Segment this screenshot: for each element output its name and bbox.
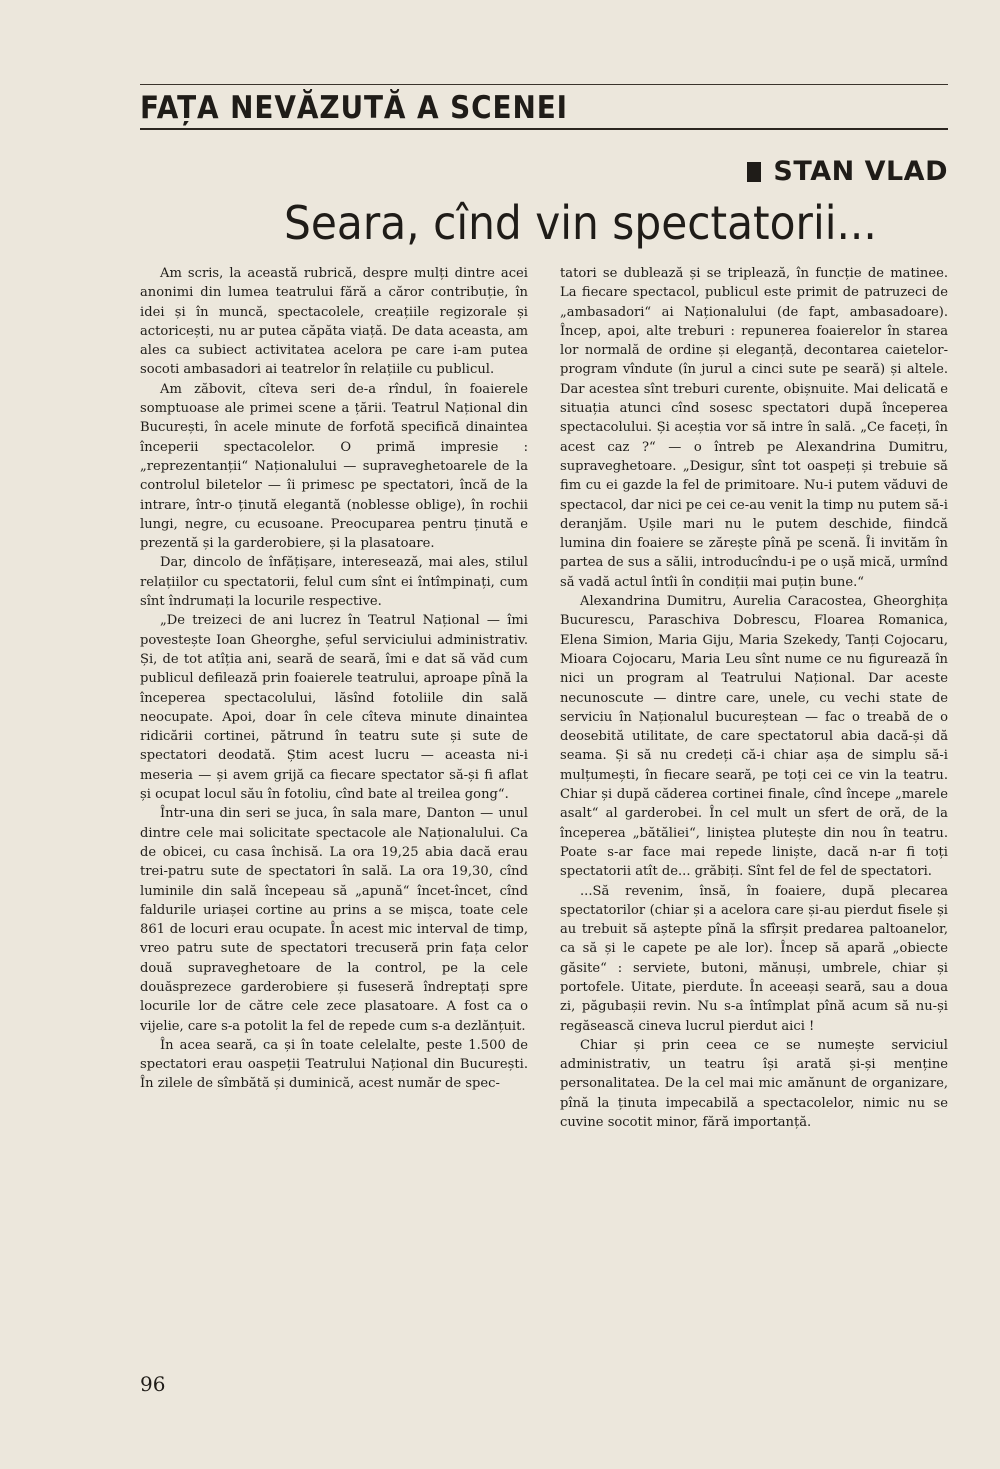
paragraph: Am scris, la această rubrică, despre mulți dintre acei anonimi din lumea teatrului fără a căror contribuție, în idei și în muncă, spectacolele, creațiile regizorale și actoricești, nu ar putea căpăta viață. De data aceasta, am ales ca subiect activitatea acelora pe care i-am putea socoti ambasadori ai teatrelor în relațiile cu publicul. (140, 266, 528, 378)
paragraph: Într-una din seri se juca, în sala mare, Danton — unul dintre cele mai solicitate spectacole ale Naționalului. Ca de obicei, cu casa închisă. La ora 19,25 abia dacă erau trei-patru sute de spectatori în sală. La ora 19,30, cînd luminile din sală începeau să „apună“ încet-încet, cînd faldurile uriașei cortine au prins a se mișca, toate cele 861 de locuri erau ocupate. În acest mic interval de timp, vreo patru sute de spectatori trecuseră prin fața celor două supraveghetoare de la control, pe la cele douăsprezece garderobiere și fuseseră îndreptați spre locurile lor de către cele zece plasatoare. A fost ca o vijelie, care s-a potolit la fel de repede cum s-a dezlănțuit. (140, 806, 528, 1034)
paragraph: tatori se dublează și se triplează, în funcție de matinee. La fiecare spectacol, publicul este primit de patruzeci de „ambasadori“ ai Naționalului (de fapt, ambasadoare). Încep, apoi, alte treburi : repunerea foaierelor în starea lor normală de ordine și eleganță, decontarea caietelor-program vîndute (în jurul a cinci sute pe seară) și altele. Dar acestea sînt treburi curente, obișnuite. Mai delicată e situația atunci cînd sosesc spectatori după începerea spectacolului. Și aceștia vor să intre în sală. „Ce faceți, în acest caz ?“ — o întreb pe Alexandrina Dumitru, supraveghetoare. „Desigur, sînt tot oaspeți și trebuie să fim cu ei gazde la fel de primitoare. Nu-i putem văduvi de spectacol, dar nici pe cei ce-au venit la timp nu putem să-i deranjăm. Ușile mari nu le putem deschide, fiindcă lumina din foaiere se zărește pînă pe scenă. Îi invităm în partea de sus a sălii, introducîndu-i pe o ușă mică, urmînd să vadă actul întîi în condiții mai puțin bune.“ (560, 266, 948, 590)
title-underline (140, 128, 948, 130)
paragraph: Am zăbovit, cîteva seri de-a rîndul, în foaierele somptuoase ale primei scene a țării. Teatrul Național din București, în acele minute de forfotă specifică dinaintea începerii spectacolelor. O primă impresie : „reprezentanții“ Naționalului — supraveghetoarele de la controlul biletelor — îi primesc pe spectatori, încă de la intrare, într-o ținută elegantă (noblesse oblige), în rochii lungi, negre, cu ecusoane. Preocuparea pentru ținută e prezentă și la garderobiere, și la plasatoare. (140, 381, 528, 552)
article-column-right (560, 264, 948, 1132)
author-name: STAN VLAD (773, 156, 948, 187)
paragraph: În acea seară, ca și în toate celelalte, peste 1.500 de spectatori erau oaspeții Teatrului Național din București. În zilele de sîmbătă și duminică, acest număr de spec- (140, 1037, 528, 1092)
page-number: 96 (140, 1372, 166, 1396)
paragraph: Dar, dincolo de înfățișare, interesează, mai ales, stilul relațiilor cu spectatorii, felul cum sînt ei întîmpinați, cum sînt îndrumați la locurile respective. (140, 555, 528, 610)
square-bullet-icon (747, 162, 761, 182)
article-column-left (140, 264, 528, 1094)
top-rule (140, 84, 948, 85)
paragraph: ...Să revenim, însă, în foaiere, după plecarea spectatorilor (chiar și a acelora care și-au pierdut fisele și au trebuit să aștepte pînă la sfîrșit predarea paltoanelor, ca să și le capete pe ale lor). Încep să apară „obiecte găsite“ : serviete, butoni, mănuși, umbrele, chiar și portofele. Uitate, pierdute. În aceeași seară, sau a doua zi, păgubașii revin. Nu s-a întîmplat pînă acum să nu-și regăsească cineva lucrul pierdut aici ! (560, 883, 948, 1034)
article-headline: Seara, cînd vin spectatorii... (284, 196, 877, 250)
paragraph: „De treizeci de ani lucrez în Teatrul Național — îmi povestește Ioan Gheorghe, șeful serviciului administrativ. Și, de tot atîția ani, seară de seară, îmi e dat să văd cum publicul defilează prin foaierele teatrului, aproape pînă la începerea spectacolului, lăsînd fotoliile din sală neocupate. Apoi, doar în cele cîteva minute dinaintea ridicării cortinei, pătrund în teatru sute și sute de spectatori deodată. Știm acest lucru — aceasta ni-i meseria — și avem grijă ca fiecare spectator să-și fi aflat și ocupat locul său în fotoliu, cînd bate al treilea gong“. (140, 613, 528, 803)
paragraph: Chiar și prin ceea ce se numește serviciul administrativ, un teatru își arată și-și menține personalitatea. De la cel mai mic amănunt de organizare, pînă la ținuta impecabilă a spectacolelor, nimic nu se cuvine socotit minor, fără importanță. (560, 1037, 948, 1131)
paragraph: Alexandrina Dumitru, Aurelia Caracostea, Gheorghița Bucurescu, Paraschiva Dobrescu, Floarea Romanica, Elena Simion, Maria Giju, Maria Szekedy, Tanți Cojocaru, Mioara Cojocaru, Maria Leu sînt nume ce nu figurează în nici un program al Teatrului Național. Dar aceste necunoscute — dintre care, unele, cu vechi state de serviciu în Naționalul bucureștean — fac o treabă de o deosebită utilitate, de care spectatorul abia dacă-și dă seama. Și să nu credeți că-i chiar așa de simplu să-i mulțumești, în fiecare seară, pe toți cei ce vin la teatru. Chiar și după căderea cortinei finale, cînd începe „marele asalt“ al garderobei. În cel mult un sfert de oră, de la începerea „bătăliei“, liniștea plutește din nou în teatru. Poate s-ar face mai repede liniște, dacă n-ar fi toți spectatorii atît de... grăbiți. Sînt fel de fel de spectatori. (560, 594, 948, 880)
author-byline (747, 156, 948, 187)
section-title: FAȚA NEVĂZUTĂ A SCENEI (140, 90, 568, 126)
